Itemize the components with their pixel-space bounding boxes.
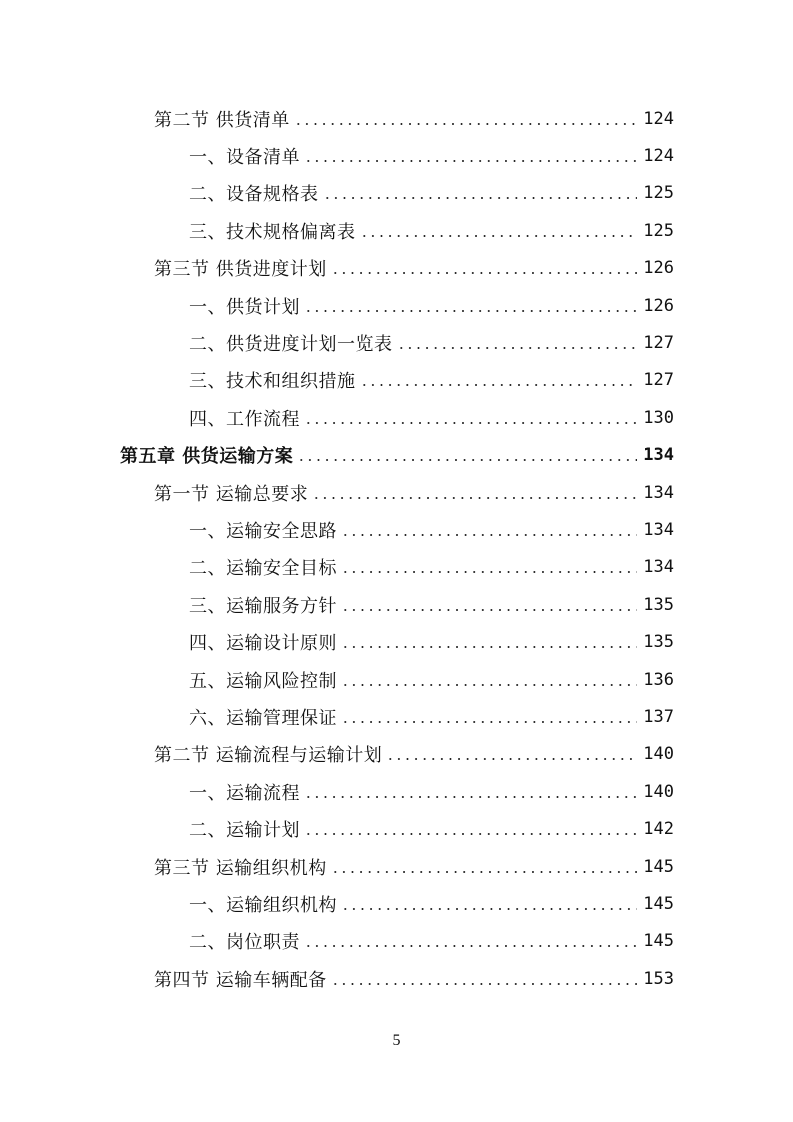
dot-leader — [304, 796, 637, 798]
dot-leader — [360, 235, 638, 237]
toc-entry[interactable] — [0, 698, 793, 735]
toc-entry-page: 140 — [637, 782, 674, 802]
dot-leader — [304, 833, 637, 835]
toc-entry[interactable] — [0, 773, 793, 810]
toc-entry-label: 第四节 运输车辆配备 — [154, 966, 331, 992]
dot-leader — [331, 272, 638, 274]
toc-entry[interactable] — [0, 960, 793, 997]
toc-entry-page: 134 — [637, 445, 674, 465]
toc-entry-label: 六、运输管理保证 — [189, 704, 341, 730]
dot-leader — [397, 347, 638, 349]
toc-entry[interactable] — [0, 511, 793, 548]
toc-entry-label: 三、技术和组织措施 — [189, 367, 360, 393]
toc-entry-label: 四、运输设计原则 — [189, 629, 341, 655]
dot-leader — [341, 534, 637, 536]
toc-entry[interactable] — [0, 287, 793, 324]
toc-entry-page: 145 — [637, 857, 674, 877]
toc-entry[interactable] — [0, 250, 793, 287]
dot-leader — [331, 871, 638, 873]
toc-entry-page: 125 — [637, 221, 674, 241]
toc-entry-label: 一、设备清单 — [189, 143, 304, 169]
toc-entry-label: 一、供货计划 — [189, 293, 304, 319]
table-of-contents — [0, 100, 793, 997]
toc-entry[interactable] — [0, 736, 793, 773]
dot-leader — [304, 310, 637, 312]
toc-entry-page: 125 — [637, 183, 674, 203]
dot-leader — [312, 497, 637, 499]
toc-entry[interactable] — [0, 623, 793, 660]
toc-entry[interactable] — [0, 100, 793, 137]
toc-entry-label: 一、运输组织机构 — [189, 891, 341, 917]
toc-entry[interactable] — [0, 212, 793, 249]
page-number: 5 — [392, 1032, 401, 1049]
toc-entry[interactable] — [0, 474, 793, 511]
dot-leader — [297, 459, 637, 461]
toc-entry-label: 二、运输安全目标 — [189, 554, 341, 580]
dot-leader — [360, 384, 638, 386]
toc-entry-page: 124 — [637, 146, 674, 166]
toc-entry-page: 145 — [637, 931, 674, 951]
toc-entry[interactable] — [0, 549, 793, 586]
toc-entry[interactable] — [0, 810, 793, 847]
toc-entry-label: 第三节 运输组织机构 — [154, 854, 331, 880]
toc-entry-page: 135 — [637, 595, 674, 615]
dot-leader — [341, 721, 637, 723]
toc-entry-page: 127 — [637, 370, 674, 390]
toc-entry-label: 三、运输服务方针 — [189, 592, 341, 618]
toc-entry-label: 第二节 供货清单 — [154, 106, 294, 132]
toc-entry[interactable] — [0, 362, 793, 399]
toc-entry-label: 第一节 运输总要求 — [154, 480, 312, 506]
toc-entry[interactable] — [0, 885, 793, 922]
toc-entry-page: 127 — [637, 333, 674, 353]
dot-leader — [341, 609, 637, 611]
dot-leader — [331, 983, 638, 985]
toc-entry-page: 124 — [637, 109, 674, 129]
dot-leader — [294, 123, 638, 125]
dot-leader — [304, 945, 637, 947]
toc-entry[interactable] — [0, 586, 793, 623]
toc-entry-label: 四、工作流程 — [189, 405, 304, 431]
dot-leader — [341, 571, 637, 573]
toc-entry-page: 126 — [637, 258, 674, 278]
toc-entry[interactable] — [0, 137, 793, 174]
toc-entry[interactable] — [0, 437, 793, 474]
toc-entry-label: 二、设备规格表 — [189, 180, 323, 206]
toc-entry-page: 134 — [637, 483, 674, 503]
dot-leader — [323, 197, 638, 199]
dot-leader — [304, 160, 637, 162]
toc-entry[interactable] — [0, 661, 793, 698]
dot-leader — [304, 422, 637, 424]
toc-entry-page: 145 — [637, 894, 674, 914]
toc-entry-label: 第五章 供货运输方案 — [120, 442, 297, 468]
toc-entry-page: 130 — [637, 408, 674, 428]
toc-entry-label: 一、运输流程 — [189, 779, 304, 805]
toc-entry-page: 135 — [637, 632, 674, 652]
toc-entry-page: 126 — [637, 296, 674, 316]
toc-entry-label: 五、运输风险控制 — [189, 667, 341, 693]
dot-leader — [341, 908, 637, 910]
toc-entry[interactable] — [0, 399, 793, 436]
toc-entry-label: 三、技术规格偏离表 — [189, 218, 360, 244]
toc-entry-page: 136 — [637, 670, 674, 690]
dot-leader — [341, 684, 637, 686]
toc-entry-label: 第三节 供货进度计划 — [154, 255, 331, 281]
toc-entry-label: 二、运输计划 — [189, 816, 304, 842]
toc-entry-page: 153 — [637, 969, 674, 989]
toc-entry-page: 134 — [637, 520, 674, 540]
toc-entry[interactable] — [0, 923, 793, 960]
toc-entry-page: 134 — [637, 557, 674, 577]
toc-entry-label: 一、运输安全思路 — [189, 517, 341, 543]
dot-leader — [386, 758, 637, 760]
toc-entry-label: 二、岗位职责 — [189, 928, 304, 954]
toc-entry-page: 142 — [637, 819, 674, 839]
toc-entry-page: 140 — [637, 744, 674, 764]
toc-entry-label: 二、供货进度计划一览表 — [189, 330, 397, 356]
toc-entry[interactable] — [0, 324, 793, 361]
toc-entry-page: 137 — [637, 707, 674, 727]
toc-entry[interactable] — [0, 848, 793, 885]
toc-entry-label: 第二节 运输流程与运输计划 — [154, 741, 386, 767]
dot-leader — [341, 646, 637, 648]
toc-entry[interactable] — [0, 175, 793, 212]
